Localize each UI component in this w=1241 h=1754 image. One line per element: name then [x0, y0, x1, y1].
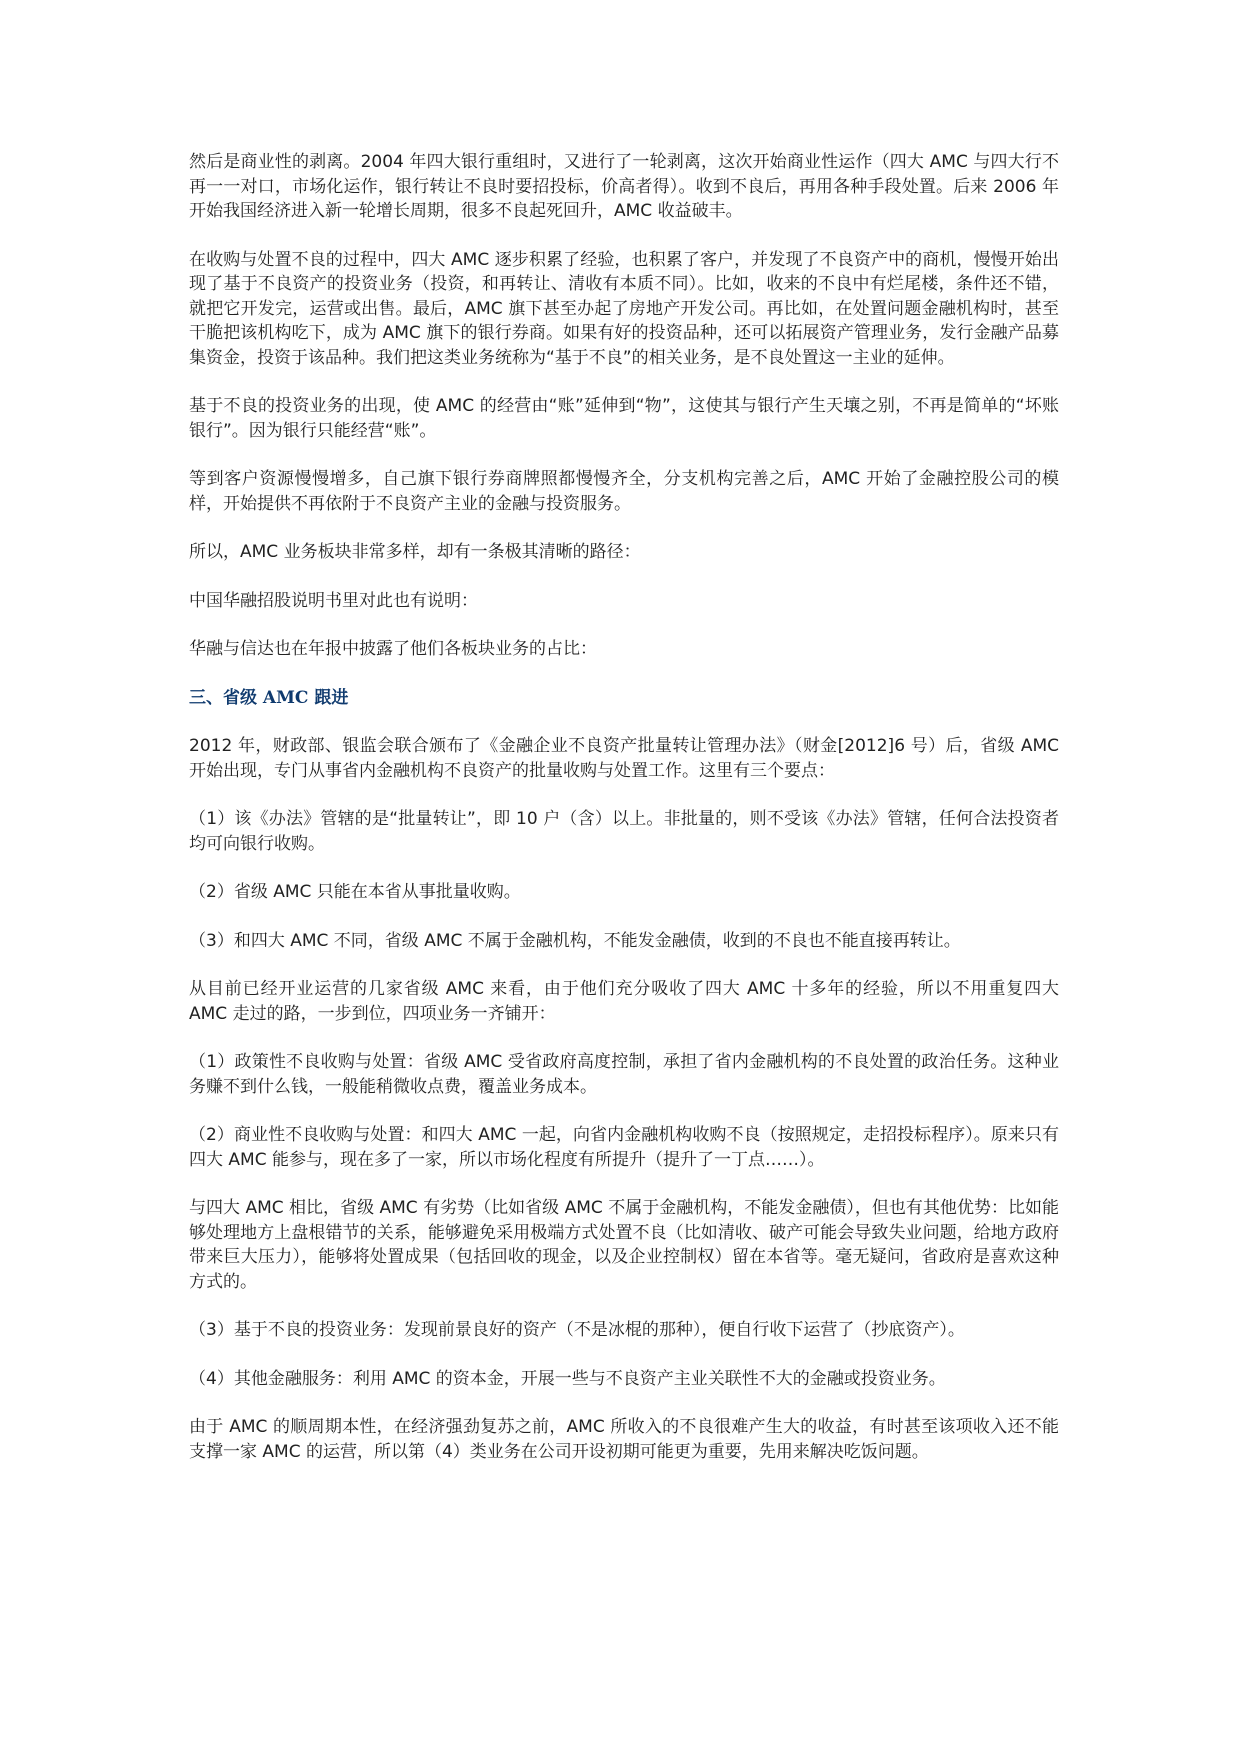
paragraph-point-3: （3）和四大 AMC 不同，省级 AMC 不属于金融机构，不能发金融债，收到的不良也不能直接再转让。: [189, 930, 961, 951]
paragraph-investment-business: 在收购与处置不良的过程中，四大 AMC 逐步积累了经验，也积累了客户，并发现了不良资产中的商机，慢慢开始出现了基于不良资产的投资业务（投资，和再转让、清收有本质不同）。比如，收来的不良中有烂尾楼，条件还不错，就把它开发完，运营或出售。最后，AMC 旗下甚至办起了房地产开发公司。再比如，在处置问题金融机构时，甚至干脆把该机构吃下，成为 AMC 旗下的银行券商。如果有好的投资品种，还可以拓展资产管理业务，发行金融产品募集资金，投资于该品种。我们把这类业务统称为“基于不良”的相关业务，是不良处置这一主业的延伸。: [189, 249, 1059, 368]
paragraph-huarong-prospectus: 中国华融招股说明书里对此也有说明：: [189, 590, 478, 611]
document-body: [189, 150, 1059, 1488]
paragraph-four-businesses: 从目前已经开业运营的几家省级 AMC 来看，由于他们充分吸收了四大 AMC 十多年的经验，所以不用重复四大 AMC 走过的路，一步到位，四项业务一齐铺开：: [189, 979, 1059, 1024]
section-heading-provincial-amc: 三、省级 AMC 跟进: [189, 687, 349, 708]
paragraph-business-path: 所以，AMC 业务板块非常多样，却有一条极其清晰的路径：: [189, 542, 641, 562]
paragraph-2012-regulation: 2012 年，财政部、银监会联合颁布了《金融企业不良资产批量转让管理办法》（财金[2012]6 号）后，省级 AMC 开始出现，专门从事省内金融机构不良资产的批量收购与处置工作。这里有三个要点：: [189, 736, 1059, 781]
paragraph-business-3: （3）基于不良的投资业务：发现前景良好的资产（不是冰棍的那种），便自行收下运营了（抄底资产）。: [189, 1320, 965, 1340]
paragraph-procyclical: 由于 AMC 的顺周期本性，在经济强劲复苏之前，AMC 所收入的不良很难产生大的收益，有时甚至该项收入还不能支撑一家 AMC 的运营，所以第（4）类业务在公司开设初期可能更为重要，先用来解决吃饭问题。: [189, 1417, 1059, 1462]
paragraph-point-1: （1）该《办法》管辖的是“批量转让”，即 10 户（含）以上。非批量的，则不受该《办法》管辖，任何合法投资者均可向银行收购。: [189, 809, 1059, 854]
paragraph-advantages: 与四大 AMC 相比，省级 AMC 有劣势（比如省级 AMC 不属于金融机构，不能发金融债），但也有其他优势：比如能够处理地方上盘根错节的关系，能够避免采用极端方式处置不良（比如清收、破产可能会导致失业问题，给地方政府带来巨大压力），能够将处置成果（包括回收的现金，以及企业控制权）留在本省等。毫无疑问，省政府是喜欢这种方式的。: [189, 1198, 1059, 1292]
paragraph-financial-holding: 等到客户资源慢慢增多，自己旗下银行券商牌照都慢慢齐全，分支机构完善之后，AMC 开始了金融控股公司的模样，开始提供不再依附于不良资产主业的金融与投资服务。: [189, 469, 1059, 514]
paragraph-annual-report: 华融与信达也在年报中披露了他们各板块业务的占比：: [189, 639, 597, 659]
paragraph-business-2: （2）商业性不良收购与处置：和四大 AMC 一起，向省内金融机构收购不良（按照规定，走招投标程序）。原来只有四大 AMC 能参与，现在多了一家，所以市场化程度有所提升（提升了一丁点……）。: [189, 1125, 1059, 1170]
paragraph-business-1: （1）政策性不良收购与处置：省级 AMC 受省政府高度控制，承担了省内金融机构的不良处置的政治任务。这种业务赚不到什么钱，一般能稍微收点费，覆盖业务成本。: [189, 1052, 1059, 1097]
paragraph-business-4: （4）其他金融服务：利用 AMC 的资本金，开展一些与不良资产主业关联性不大的金融或投资业务。: [189, 1368, 946, 1389]
paragraph-commercial-divestiture: 然后是商业性的剥离。2004 年四大银行重组时，又进行了一轮剥离，这次开始商业性运作（四大 AMC 与四大行不再一一对口，市场化运作，银行转让不良时要招投标，价高者得）。收到不良后，再用各种手段处置。后来 2006 年开始我国经济进入新一轮增长周期，很多不良起死回升，AMC 收益破丰。: [189, 152, 1059, 221]
paragraph-account-to-asset: 基于不良的投资业务的出现，使 AMC 的经营由“账”延伸到“物”，这使其与银行产生天壤之别，不再是简单的“坏账银行”。因为银行只能经营“账”。: [189, 396, 1059, 441]
paragraph-point-2: （2）省级 AMC 只能在本省从事批量收购。: [189, 882, 521, 902]
